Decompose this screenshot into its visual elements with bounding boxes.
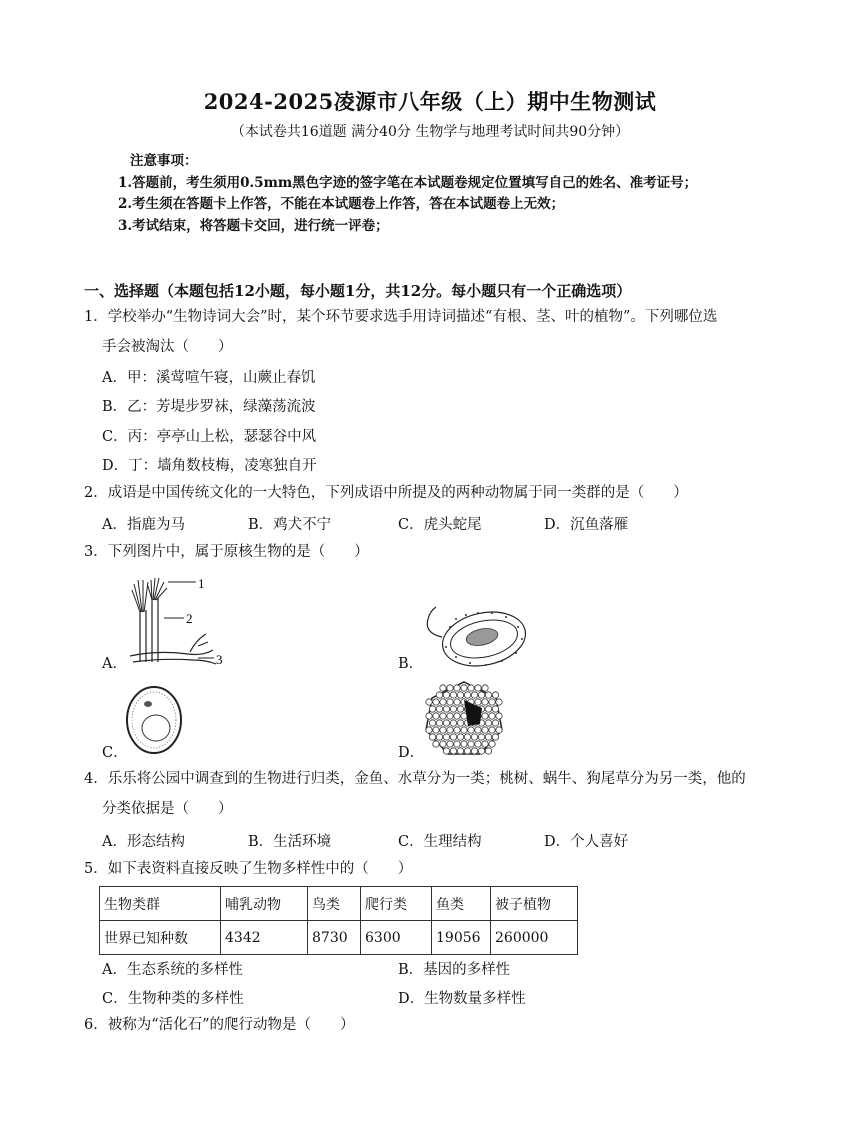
capsomere (478, 748, 484, 754)
capsomere (450, 706, 456, 712)
capsomere (492, 706, 498, 712)
q5-option-a[interactable]: A．生态系统的多样性 (102, 962, 243, 978)
question-2: 2．成语是中国传统文化的一大特色，下列成语中所提及的两种动物属于同一类群的是（ ） (84, 485, 688, 501)
capsomere (492, 692, 498, 698)
q3-option-b[interactable]: B． (398, 656, 424, 672)
q3-option-c[interactable]: C． (102, 745, 128, 761)
capsomere (443, 692, 449, 698)
table-cell: 19056 (432, 921, 491, 955)
q5-option-c[interactable]: C．生物种类的多样性 (102, 991, 244, 1007)
capsomere (433, 741, 439, 747)
section-heading: 一、选择题（本题包括12小题，每小题1分，共12分。每小题只有一个正确选项） (84, 282, 632, 300)
capsomere (433, 713, 439, 719)
capsomere (436, 734, 442, 740)
capsomere (496, 713, 502, 719)
table-row (100, 887, 578, 921)
capsomere (482, 741, 488, 747)
capsomere (447, 727, 453, 733)
capsomere (429, 706, 435, 712)
capsomere (426, 727, 432, 733)
mold-figure (118, 570, 238, 670)
capsomere (457, 692, 463, 698)
question-1 (84, 303, 784, 362)
species-count-table (99, 886, 578, 955)
capsomere (443, 734, 449, 740)
capsomere (471, 734, 477, 740)
capsomere (468, 727, 474, 733)
capsomere (436, 720, 442, 726)
capsomere (489, 713, 495, 719)
capsomere (443, 706, 449, 712)
capsomere (447, 713, 453, 719)
capsomere (450, 720, 456, 726)
capsomere (440, 699, 446, 705)
q1-option-a[interactable]: A．甲：溪莺喧午寝，山蕨止春饥 (102, 370, 316, 386)
q2-option-a[interactable]: A．指鹿为马 (102, 517, 185, 533)
capsomere (457, 706, 463, 712)
capsomere (447, 685, 453, 691)
table-cell: 鱼类 (432, 887, 491, 921)
capsomere (471, 748, 477, 754)
capsomere (429, 734, 435, 740)
table-cell: 4342 (221, 921, 308, 955)
capsomere (440, 685, 446, 691)
capsomere (461, 685, 467, 691)
note-item: 1.答题前，考生须用0.5mm黑色字迹的签字笔在本试题卷规定位置填写自己的姓名、准考证号； (118, 174, 698, 191)
notes-block (118, 151, 697, 237)
q2-option-b[interactable]: B．鸡犬不宁 (248, 517, 332, 533)
question-4-stem-cont: 分类依据是（ ） (102, 800, 233, 817)
capsomere (475, 727, 481, 733)
capsomere (482, 699, 488, 705)
q2-option-c[interactable]: C．虎头蛇尾 (398, 517, 482, 533)
q1-option-b[interactable]: B．乙：芳堤步罗袜，绿藻荡流波 (102, 399, 316, 415)
capsomere (461, 727, 467, 733)
capsomere (426, 713, 432, 719)
capsomere (461, 741, 467, 747)
q4-option-b[interactable]: B．生活环境 (248, 834, 332, 850)
question-3: 3．下列图片中，属于原核生物的是（ ） (84, 544, 369, 560)
capsomere (433, 727, 439, 733)
capsomere (478, 734, 484, 740)
q4-option-d[interactable]: D．个人喜好 (544, 834, 629, 850)
table-cell: 8730 (308, 921, 361, 955)
bacterium-figure (420, 605, 530, 670)
capsomere (485, 692, 491, 698)
question-5: 5．如下表资料直接反映了生物多样性中的（ ） (84, 861, 413, 877)
capsomere (457, 720, 463, 726)
note-item: 3.考试结束，将答题卡交回，进行统一评卷； (118, 217, 389, 234)
capsomere (475, 685, 481, 691)
capsomere (478, 692, 484, 698)
capsomere (464, 734, 470, 740)
capsomere (496, 699, 502, 705)
table-cell: 生物类群 (100, 887, 221, 921)
capsomere (489, 699, 495, 705)
table-row (100, 921, 578, 955)
capsomere (447, 741, 453, 747)
capsomere (454, 699, 460, 705)
capsomere (454, 685, 460, 691)
table-cell: 世界已知种数 (100, 921, 221, 955)
capsomere (454, 713, 460, 719)
capsomere (436, 692, 442, 698)
capsomere (492, 734, 498, 740)
capsomere (485, 748, 491, 754)
capsomere (468, 685, 474, 691)
question-1-stem: 1．学校举办“生物诗词大会”时，某个环节要求选手用诗词描述“有根、茎、叶的植物”。下列哪位选 (84, 309, 718, 325)
table-cell: 260000 (491, 921, 578, 955)
capsomere (450, 748, 456, 754)
fig-number-2: 2 (186, 611, 193, 626)
question-6: 6．被称为“活化石”的爬行动物是（ ） (84, 1017, 355, 1033)
capsomere (440, 713, 446, 719)
note-item: 2.考生须在答题卡上作答，不能在本试题卷上作答，答在本试题卷上无效； (118, 196, 565, 212)
yeast-cell-figure (124, 684, 184, 756)
fig-number-3: 3 (216, 652, 223, 667)
capsomere (468, 741, 474, 747)
capsomere (450, 692, 456, 698)
capsomere (454, 727, 460, 733)
capsomere (482, 727, 488, 733)
table-cell: 哺乳动物 (221, 887, 308, 921)
capsomere (443, 748, 449, 754)
capsomere (457, 734, 463, 740)
virus-figure (424, 680, 504, 758)
capsomere (489, 727, 495, 733)
q5-option-b[interactable]: B．基因的多样性 (398, 962, 511, 978)
capsomere (492, 720, 498, 726)
capsomere (433, 699, 439, 705)
capsomere (485, 734, 491, 740)
table-cell: 6300 (361, 921, 432, 955)
capsomere (440, 741, 446, 747)
capsomere (443, 720, 449, 726)
capsomere (489, 741, 495, 747)
q1-option-d[interactable]: D．丁：墙角数枝梅，凌寒独自开 (102, 458, 317, 474)
capsomere (471, 692, 477, 698)
table-cell: 爬行类 (361, 887, 432, 921)
table-cell: 被子植物 (491, 887, 578, 921)
notes-heading: 注意事项： (130, 153, 198, 169)
capsomere (482, 713, 488, 719)
q4-option-a[interactable]: A．形态结构 (102, 834, 185, 850)
q5-option-d[interactable]: D．生物数量多样性 (398, 991, 526, 1007)
capsomere (464, 692, 470, 698)
question-4 (84, 765, 784, 824)
capsomere (426, 699, 432, 705)
capsomere (485, 720, 491, 726)
page-subtitle: （本试卷共16道题 满分40分 生物学与地理考试时间共90分钟） (230, 124, 630, 140)
capsomere (482, 685, 488, 691)
q2-option-d[interactable]: D．沉鱼落雁 (544, 517, 629, 533)
fig-number-1: 1 (198, 576, 205, 591)
q4-option-c[interactable]: C．生理结构 (398, 834, 482, 850)
q3-option-a[interactable]: A． (102, 656, 127, 672)
capsomere (457, 748, 463, 754)
capsomere (496, 727, 502, 733)
capsomere (440, 727, 446, 733)
page-title: 2024-2025凌源市八年级（上）期中生物测试 (203, 89, 657, 114)
capsomere (447, 699, 453, 705)
capsomere (475, 741, 481, 747)
table-cell: 鸟类 (308, 887, 361, 921)
q1-option-c[interactable]: C．丙：亭亭山上松，瑟瑟谷中风 (102, 429, 317, 445)
capsomere (475, 699, 481, 705)
q3-option-d[interactable]: D． (398, 745, 425, 761)
capsomere (454, 741, 460, 747)
capsomere (429, 720, 435, 726)
capsomere (436, 706, 442, 712)
capsomere (464, 748, 470, 754)
capsomere (450, 734, 456, 740)
question-1-stem-cont: 手会被淘汰（ ） (102, 338, 233, 355)
question-4-stem: 4．乐乐将公园中调查到的生物进行归类，金鱼、水草分为一类；桃树、蜗牛、狗尾草分为另一类，他的 (84, 771, 746, 787)
capsomere (485, 706, 491, 712)
